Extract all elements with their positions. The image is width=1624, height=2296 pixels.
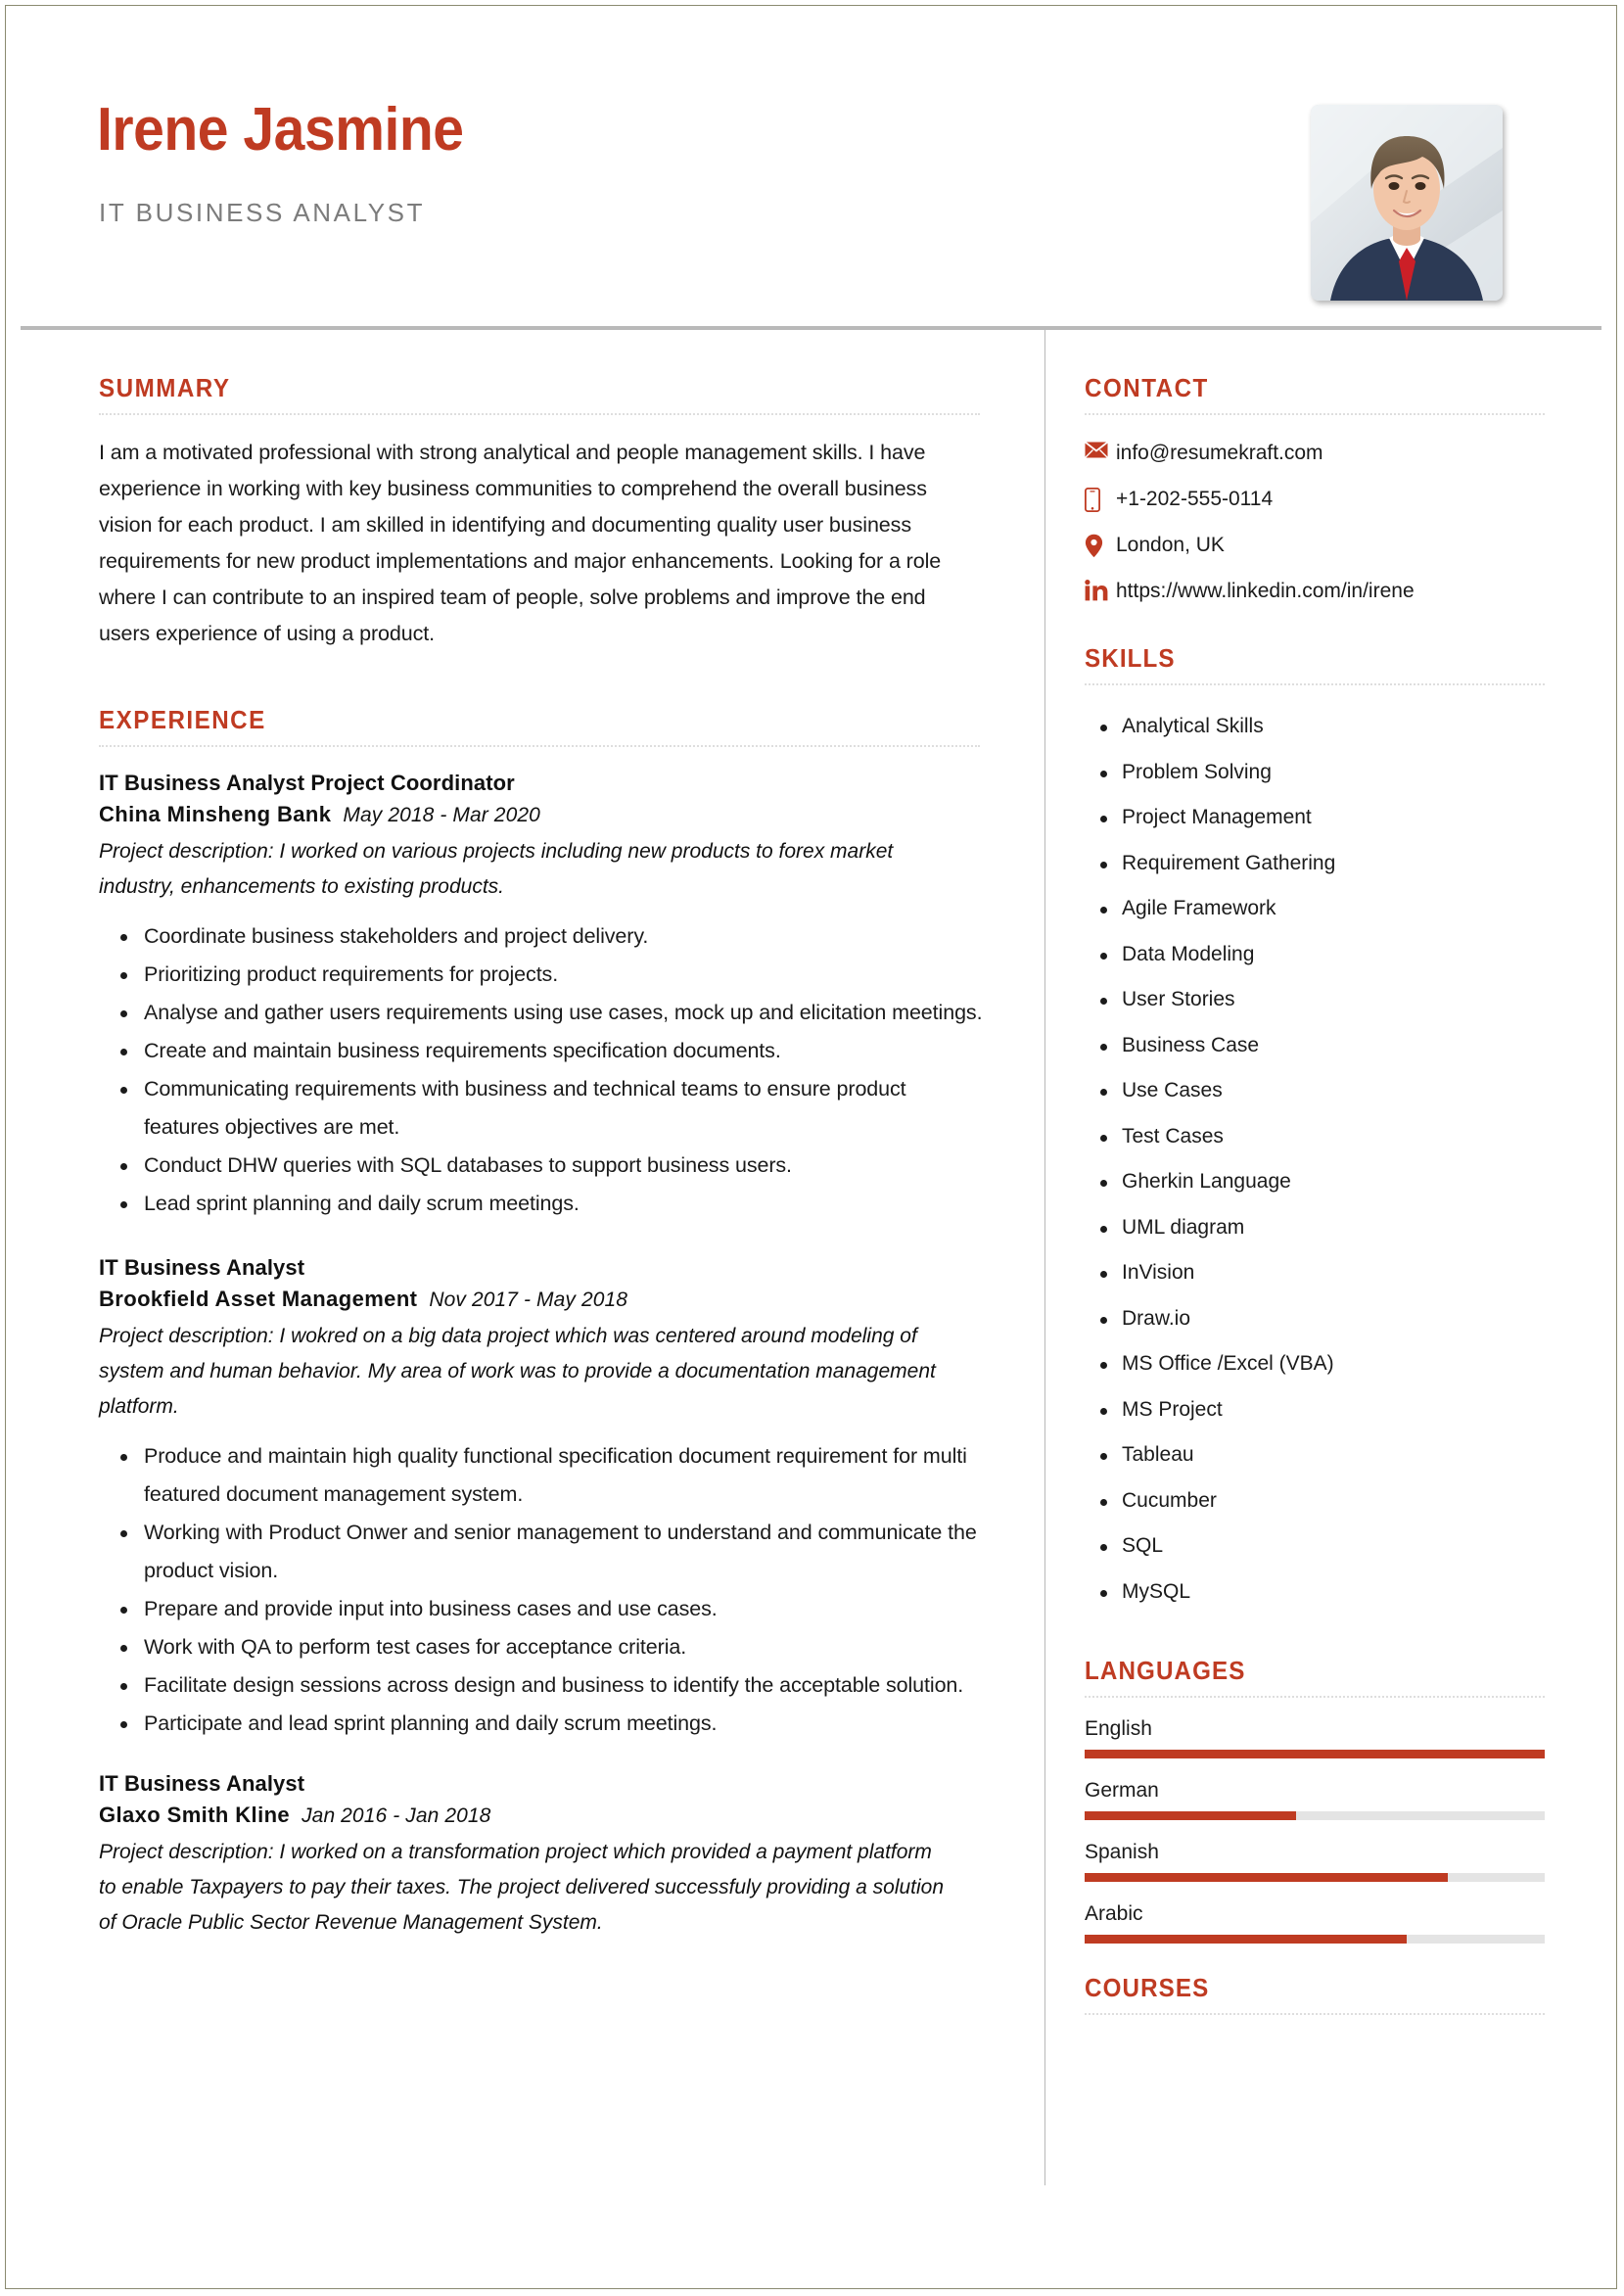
language-progress-track bbox=[1085, 1935, 1545, 1944]
language-name: Arabic bbox=[1085, 1902, 1143, 1925]
list-item: Coordinate business stakeholders and project delivery. bbox=[144, 917, 986, 956]
list-item: MS Office /Excel (VBA) bbox=[1122, 1341, 1545, 1387]
list-item: Produce and maintain high quality functional specification document requirement for multi featured document management system. bbox=[144, 1437, 986, 1514]
list-item: Problem Solving bbox=[1122, 750, 1545, 796]
job-description: Project description: I worked on various projects including new products to forex market industry, enhancements to existing products. bbox=[99, 840, 894, 898]
list-item: MySQL bbox=[1122, 1570, 1545, 1616]
list-item: Draw.io bbox=[1122, 1296, 1545, 1342]
language-name: German bbox=[1085, 1779, 1159, 1802]
job-company-line bbox=[99, 1284, 980, 1318]
list-item: SQL bbox=[1122, 1523, 1545, 1570]
list-item: Prioritizing product requirements for projects. bbox=[144, 956, 986, 994]
languages-heading-rule bbox=[1085, 1696, 1545, 1699]
phone-icon bbox=[1085, 484, 1116, 512]
list-item: Project Management bbox=[1122, 795, 1545, 841]
job-bullets bbox=[99, 917, 983, 1223]
contact-item-linkedin[interactable] bbox=[1085, 576, 1545, 606]
summary-text: I am a motivated professional with strong analytical and people management skills. I have experience in working with key business communities to comprehend the overall business vision for each product. I am skilled in identifying and documenting quality user business requirements for new product implementations and major enhancements. Looking for a role where I can contribute to an inspired team of people, solve problems and improve the end users experience of using a product. bbox=[99, 441, 942, 645]
language-name: English bbox=[1085, 1717, 1152, 1740]
experience-heading: EXPERIENCE bbox=[99, 705, 266, 734]
experience-item bbox=[99, 768, 983, 1223]
summary-heading-rule bbox=[99, 413, 980, 416]
left-column bbox=[99, 330, 983, 1941]
linkedin-icon bbox=[1085, 576, 1116, 601]
skills-heading: SKILLS bbox=[1085, 643, 1176, 673]
language-progress-fill bbox=[1085, 1873, 1448, 1882]
list-item: User Stories bbox=[1122, 977, 1545, 1023]
list-item: Data Modeling bbox=[1122, 932, 1545, 978]
job-description: Project description: I worked on a transformation project which provided a payment platform to enable Taxpayers to pay their taxes. The project delivered successfuly providing a solution of Oracle Public Sector Revenue Management System. bbox=[99, 1841, 945, 1934]
list-item: Communicating requirements with business and technical teams to ensure product features objectives are met. bbox=[144, 1070, 986, 1147]
section-summary bbox=[99, 330, 980, 652]
contact-heading-rule bbox=[1085, 413, 1545, 416]
section-skills bbox=[1085, 645, 1545, 1615]
language-item bbox=[1085, 1838, 1545, 1882]
job-dates: Nov 2017 - May 2018 bbox=[429, 1289, 628, 1311]
list-item: Facilitate design sessions across design and business to identify the acceptable solution. bbox=[144, 1666, 986, 1705]
job-company: China Minsheng Bank bbox=[99, 802, 332, 826]
courses-heading: COURSES bbox=[1085, 1973, 1210, 2002]
job-dates: May 2018 - Mar 2020 bbox=[343, 804, 540, 826]
list-item: Conduct DHW queries with SQL databases to support business users. bbox=[144, 1147, 986, 1185]
job-company: Brookfield Asset Management bbox=[99, 1287, 418, 1311]
language-name: Spanish bbox=[1085, 1841, 1159, 1863]
avatar bbox=[1311, 105, 1503, 301]
job-bullets bbox=[99, 1437, 980, 1743]
job-company-line bbox=[99, 799, 980, 833]
column-divider bbox=[1044, 330, 1045, 2185]
list-item: Cucumber bbox=[1122, 1478, 1545, 1524]
experience-item bbox=[99, 1768, 980, 1941]
job-company: Glaxo Smith Kline bbox=[99, 1803, 291, 1827]
list-item: Prepare and provide input into business cases and use cases. bbox=[144, 1590, 986, 1628]
contact-phone-value: +1-202-555-0114 bbox=[1116, 488, 1274, 510]
contact-linkedin-value: https://www.linkedin.com/in/irene bbox=[1116, 580, 1415, 602]
section-courses bbox=[1085, 1975, 1545, 2016]
languages-list bbox=[1085, 1714, 1545, 1944]
courses-heading-rule bbox=[1085, 2013, 1545, 2016]
job-dates: Jan 2016 - Jan 2018 bbox=[302, 1804, 491, 1827]
contact-item-email[interactable] bbox=[1085, 438, 1545, 468]
language-item bbox=[1085, 1899, 1545, 1944]
contact-heading: CONTACT bbox=[1085, 373, 1209, 402]
skills-list bbox=[1085, 704, 1545, 1615]
list-item: MS Project bbox=[1122, 1387, 1545, 1433]
language-item bbox=[1085, 1714, 1545, 1758]
experience-heading-rule bbox=[99, 745, 980, 748]
language-progress-track bbox=[1085, 1811, 1545, 1820]
email-icon bbox=[1085, 438, 1116, 458]
language-progress-track bbox=[1085, 1750, 1545, 1758]
list-item: Use Cases bbox=[1122, 1068, 1545, 1114]
list-item: InVision bbox=[1122, 1250, 1545, 1296]
list-item: Work with QA to perform test cases for acceptance criteria. bbox=[144, 1628, 986, 1666]
right-column bbox=[1085, 330, 1545, 2016]
contact-email-value: info@resumekraft.com bbox=[1116, 442, 1323, 464]
job-role: IT Business Analyst Project Coordinator bbox=[99, 771, 515, 795]
contact-item-location[interactable] bbox=[1085, 530, 1545, 560]
resume-header bbox=[6, 6, 1616, 326]
list-item: Analyse and gather users requirements using use cases, mock up and elicitation meetings. bbox=[144, 994, 986, 1032]
experience-item bbox=[99, 1252, 980, 1743]
job-description: Project description: I wokred on a big data project which was centered around modeling of system and human behavior. My area of work was to provide a documentation management platform. bbox=[99, 1325, 936, 1418]
list-item: Participate and lead sprint planning and daily scrum meetings. bbox=[144, 1705, 986, 1743]
list-item: UML diagram bbox=[1122, 1205, 1545, 1251]
resume-page bbox=[5, 5, 1617, 2289]
language-progress-fill bbox=[1085, 1750, 1545, 1758]
language-progress-fill bbox=[1085, 1935, 1407, 1944]
list-item: Gherkin Language bbox=[1122, 1159, 1545, 1205]
resume-body bbox=[6, 330, 1616, 2288]
list-item: Tableau bbox=[1122, 1432, 1545, 1478]
job-role: IT Business Analyst bbox=[99, 1771, 305, 1796]
summary-heading: SUMMARY bbox=[99, 373, 231, 402]
section-experience bbox=[99, 705, 983, 1941]
header-job-title: IT BUSINESS ANALYST bbox=[99, 198, 426, 227]
language-item bbox=[1085, 1776, 1545, 1820]
list-item: Create and maintain business requirements specification documents. bbox=[144, 1032, 986, 1070]
languages-heading: LANGUAGES bbox=[1085, 1656, 1246, 1685]
language-progress-track bbox=[1085, 1873, 1545, 1882]
section-languages bbox=[1085, 1658, 1545, 1944]
list-item: Requirement Gathering bbox=[1122, 841, 1545, 887]
job-role: IT Business Analyst bbox=[99, 1255, 305, 1280]
location-pin-icon bbox=[1085, 530, 1116, 558]
list-item: Agile Framework bbox=[1122, 886, 1545, 932]
language-progress-fill bbox=[1085, 1811, 1296, 1820]
contact-location-value: London, UK bbox=[1116, 534, 1225, 556]
page-title: Irene Jasmine bbox=[97, 96, 464, 164]
contact-item-phone[interactable] bbox=[1085, 484, 1545, 514]
contact-list bbox=[1085, 438, 1545, 606]
profile-photo-icon bbox=[1311, 105, 1503, 301]
job-company-line bbox=[99, 1800, 980, 1834]
skills-heading-rule bbox=[1085, 683, 1545, 686]
list-item: Analytical Skills bbox=[1122, 704, 1545, 750]
list-item: Business Case bbox=[1122, 1023, 1545, 1069]
list-item: Test Cases bbox=[1122, 1114, 1545, 1160]
list-item: Lead sprint planning and daily scrum meetings. bbox=[144, 1185, 986, 1223]
section-contact bbox=[1085, 330, 1545, 606]
list-item: Working with Product Onwer and senior management to understand and communicate the product vision. bbox=[144, 1514, 986, 1590]
